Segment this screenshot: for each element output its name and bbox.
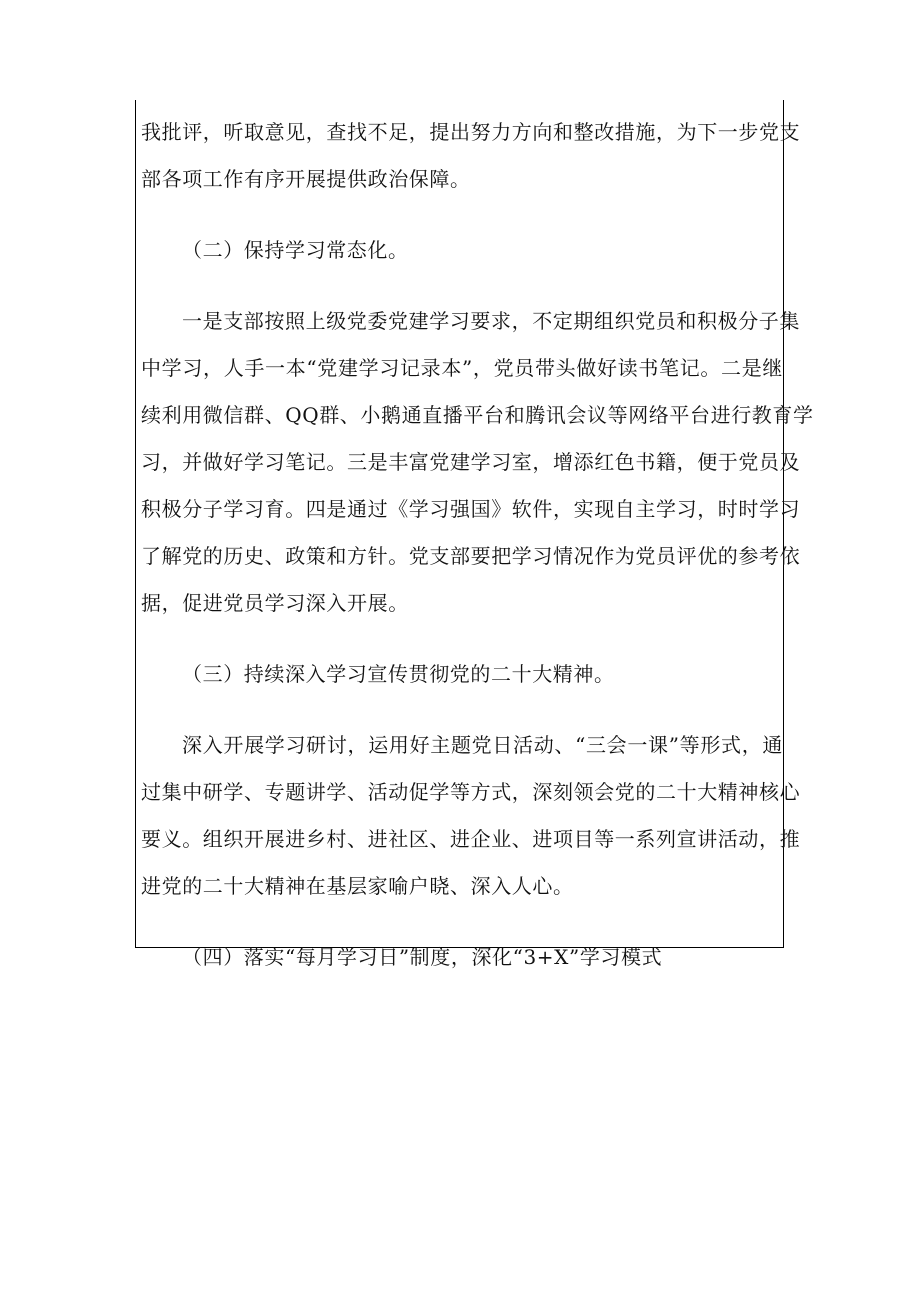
text-line: 习，并做好学习笔记。三是丰富党建学习室，增添红色书籍，便于党员及 <box>141 450 801 474</box>
text-line: 要义。组织开展进乡村、进社区、进企业、进项目等一系列宣讲活动，推 <box>141 827 801 851</box>
text-line: 部各项工作有序开展提供政治保障。 <box>141 167 471 191</box>
text-line: 一是支部按照上级党委党建学习要求，不定期组织党员和积极分子集 <box>182 309 800 333</box>
paragraph-3 <box>141 722 801 910</box>
text-line: 据，促进党员学习深入开展。 <box>141 591 409 615</box>
section-heading-2: （二）保持学习常态化。 <box>182 238 409 262</box>
text-line: 续利用微信群、QQ群、小鹅通直播平台和腾讯会议等网络平台进行教育学 <box>141 403 814 427</box>
document-body <box>141 109 814 981</box>
section-heading-4: （四）落实“每月学习日”制度，深化“3+X”学习模式 <box>182 945 663 969</box>
text-line: 深入开展学习研讨，运用好主题党日活动、“三会一课”等形式，通 <box>182 733 783 757</box>
text-line: 积极分子学习育。四是通过《学习强国》软件，实现自主学习，时时学习 <box>141 497 801 521</box>
text-line: 过集中研学、专题讲学、活动促学等方式，深刻领会党的二十大精神核心 <box>141 780 801 804</box>
paragraph-1 <box>141 109 801 203</box>
text-line: 我批评，听取意见，查找不足，提出努力方向和整改措施，为下一步党支 <box>141 120 801 144</box>
paragraph-2 <box>141 298 814 627</box>
text-line: 了解党的历史、政策和方针。党支部要把学习情况作为党员评优的参考依 <box>141 544 801 568</box>
text-line: 进党的二十大精神在基层家喻户晓、深入人心。 <box>141 874 574 898</box>
section-heading-3: （三）持续深入学习宣传贯彻党的二十大精神。 <box>182 662 615 686</box>
text-line: 中学习，人手一本“党建学习记录本”，党员带头做好读书笔记。二是继 <box>141 356 783 380</box>
